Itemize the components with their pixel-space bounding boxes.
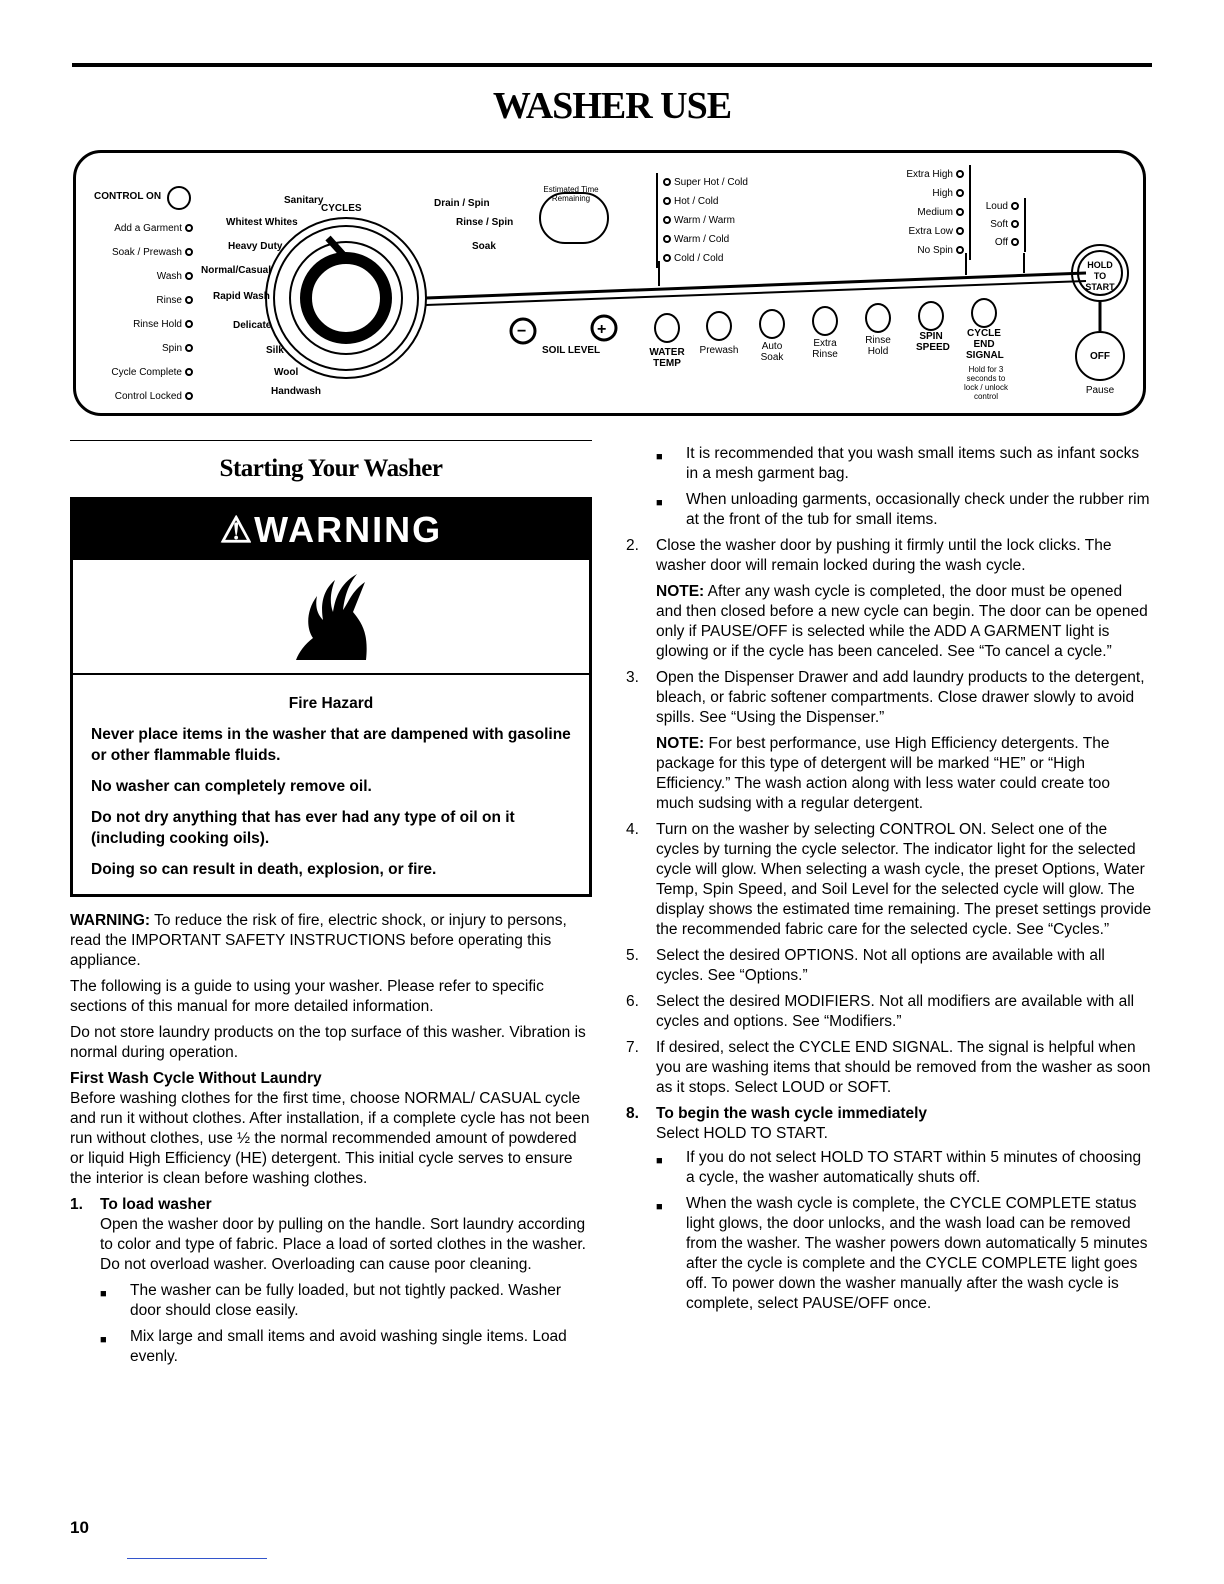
bullet: ■ Mix large and small items and avoid washing single items. Load evenly. [100,1328,567,1365]
paragraph: Do not store laundry products on the top surface of this washer. Vibration is normal during operation. [70,1024,586,1061]
step-3: 3. Open the Dispenser Drawer and add laundry products to the detergent, bleach, or fabric softener compartments. Close drawer slowly to avoid spills. See “Using the Dispenser.” [626,669,1145,726]
bullet: ■ When unloading garments, occasionally check under the rubber rim at the front of the tub for small items. [656,491,1150,528]
temp-option: Hot / Cold [660,192,748,211]
step-1-text: Open the washer door by pulling on the handle. Sort laundry according to color and type of fabric. Place a load of sorted clothes in the washer. Do not overload washer. Overloading can cause poor cleaning. [100,1216,586,1273]
spin-option: Extra High [876,165,967,184]
cycle-silk[interactable]: Silk [266,345,284,356]
status-soak: Soak / Prewash [86,241,196,265]
page-title: WASHER USE [492,85,732,127]
extra-rinse-button[interactable] [812,306,838,336]
cycle-heavy-duty[interactable]: Heavy Duty [228,241,283,252]
fire-hazard-icon [73,560,589,675]
status-lights [86,217,196,409]
temp-option: Warm / Warm [660,211,748,230]
step-8-text: Select HOLD TO START. [656,1125,828,1142]
status-add-garment: Add a Garment [86,217,196,241]
page-number: 10 [70,1518,89,1537]
water-temp-options [656,173,748,268]
warning-line: Do not dry anything that has ever had any type of oil on it (including cooking oils). [91,809,515,847]
cycle-whitest-whites[interactable]: Whitest Whites [226,217,298,228]
warning-line: Never place items in the washer that are dampened with gasoline or other flammable fluids. [91,726,571,764]
off-button[interactable]: OFF [1090,351,1110,362]
warning-line: Doing so can result in death, explosion, or fire. [91,861,437,878]
svg-text:+: + [597,321,607,338]
first-wash-heading: First Wash Cycle Without Laundry [70,1070,322,1087]
signal-option: Loud [981,198,1022,216]
cycle-drain-spin[interactable]: Drain / Spin [434,198,490,209]
spin-option: Medium [876,203,967,222]
rinse-hold-label: Rinse Hold [865,335,891,357]
section-rule [70,440,592,441]
control-panel-diagram [73,150,1146,416]
signal-option: Off [981,234,1022,252]
temp-option: Super Hot / Cold [660,173,748,192]
first-wash-text: Before washing clothes for the first time, choose NORMAL/ CASUAL cycle and run it without clothes. After installation, if a complete cycle has not been run without clothes, use ½ the normal recommended amount of powdered or liquid High Efficiency (HE) detergent. This initial cycle serves to ensure the interior is clean before washing clothes. [70,1090,590,1187]
temp-option: Warm / Cold [660,230,748,249]
step-2-note: NOTE: After any wash cycle is completed, the door must be opened and then closed before a new cycle can begin. The door can be opened only if PAUSE/OFF is selected while the ADD A GARMENT light is glowing or if the cycle has been canceled. See “To cancel a cycle.” [656,583,1148,660]
rinse-hold-button[interactable] [865,303,891,333]
cycles-label: CYCLES [321,203,362,214]
step-6: 6. Select the desired MODIFIERS. Not all modifiers are available with all cycles and options. See “Modifiers.” [626,993,1135,1030]
spin-speed-options [876,165,971,260]
prewash-label: Prewash [699,345,739,356]
step-3-note: NOTE: For best performance, use High Efficiency detergents. The package for this type of detergent will be marked “HE” or “High Efficiency.” The wash action along with less water could create too much sudsing with a regular detergent. [656,735,1111,812]
bullet: ■ The washer can be fully loaded, but not tightly packed. Washer door should close easily. [100,1282,562,1319]
step-1: 1. To load washer [70,1196,212,1213]
signal-options [981,198,1026,252]
lock-note: Hold for 3 seconds to lock / unlock control [963,365,1009,401]
cycle-handwash[interactable]: Handwash [271,386,322,397]
warning-box [70,497,592,897]
warning-paragraph: WARNING: To reduce the risk of fire, electric shock, or injury to persons, read the IMPORTANT SAFETY INSTRUCTIONS before operating this appliance. [70,912,567,969]
cycle-end-signal-label: CYCLE END SIGNAL [966,328,1004,361]
right-column [626,440,1152,1320]
control-on-label: CONTROL ON [94,191,162,202]
bullet: ■ If you do not select HOLD TO START within 5 minutes of choosing a cycle, the washer automatically shuts off. [656,1149,1142,1186]
cycle-rinse-spin[interactable]: Rinse / Spin [456,217,514,228]
cycle-wool[interactable]: Wool [274,367,299,378]
bullet: ■ It is recommended that you wash small items such as infant socks in a mesh garment bag. [656,445,1140,482]
paragraph: The following is a guide to using your washer. Please refer to specific sections of this manual for more detailed information. [70,978,544,1015]
svg-text:−: − [517,323,527,340]
temp-option: Cold / Cold [660,249,748,268]
cycle-normal-casual[interactable]: Normal/Casual [201,265,272,276]
hazard-title: Fire Hazard [288,695,374,712]
warning-line: No washer can completely remove oil. [91,778,372,795]
step-5: 5. Select the desired OPTIONS. Not all options are available with all cycles. See “Options.” [626,947,1105,984]
spin-option: Extra Low [876,222,967,241]
step-7: 7. If desired, select the CYCLE END SIGNAL. The signal is helpful when you are washing items that should be removed from the washer as soon as it stops. Select LOUD or SOFT. [626,1039,1151,1096]
cycle-delicate[interactable]: Delicate [233,320,272,331]
soil-level-label: SOIL LEVEL [542,345,601,356]
spin-speed-button[interactable] [918,301,944,331]
water-temp-label: WATER TEMP [649,347,685,369]
step-4: 4. Turn on the washer by selecting CONTROL ON. Select one of the cycles by turning the cycle selector. The indicator light for the selected cycle will glow. When selecting a wash cycle, the preset Options, Water Temp, Spin Speed, and Soil Level for the selected cycle will glow. The display shows the estimated time remaining. The preset settings provide the recommended fabric care for the selected cycle. See “Cycles.” [626,821,1152,938]
spin-speed-label: SPIN SPEED [916,331,950,353]
status-rinse-hold: Rinse Hold [86,313,196,337]
status-wash: Wash [86,265,196,289]
cycle-rapid-wash[interactable]: Rapid Wash [213,291,270,302]
cycle-soak[interactable]: Soak [472,241,496,252]
section-title: Starting Your Washer [219,455,443,482]
hold-to-start-button[interactable]: HOLD TO START [1085,260,1115,292]
spin-option: No Spin [876,241,967,260]
estimated-time-label: Estimated Time Remaining [543,185,599,203]
cycle-end-signal-button[interactable] [971,298,997,328]
auto-soak-button[interactable] [759,309,785,339]
water-temp-button[interactable] [654,313,680,343]
extra-rinse-label: Extra Rinse [812,338,838,360]
cycle-sanitary[interactable]: Sanitary [284,195,324,206]
status-spin: Spin [86,337,196,361]
status-rinse: Rinse [86,289,196,313]
footer-line [127,1558,267,1559]
pause-label: Pause [1085,385,1115,396]
top-rule [72,63,1152,67]
prewash-button[interactable] [706,311,732,341]
auto-soak-label: Auto Soak [760,341,784,363]
warning-header: ⚠WARNING [73,500,589,560]
status-cycle-complete: Cycle Complete [86,361,196,385]
step-8: 8. To begin the wash cycle immediately [626,1105,928,1122]
spin-option: High [876,184,967,203]
signal-option: Soft [981,216,1022,234]
status-control-locked: Control Locked [86,385,196,409]
left-column [70,440,592,1373]
bullet: ■ When the wash cycle is complete, the CYCLE COMPLETE status light glows, the door unlocks, and the wash load can be removed from the washer. The washer powers down automatically 5 minutes after the cycle is complete and the CYCLE COMPLETE light goes off. To power down the washer manually after the wash cycle is complete, select PAUSE/OFF once. [656,1195,1148,1312]
step-2: 2. Close the washer door by pushing it firmly until the lock clicks. The washer door will remain locked during the wash cycle. [626,537,1112,574]
